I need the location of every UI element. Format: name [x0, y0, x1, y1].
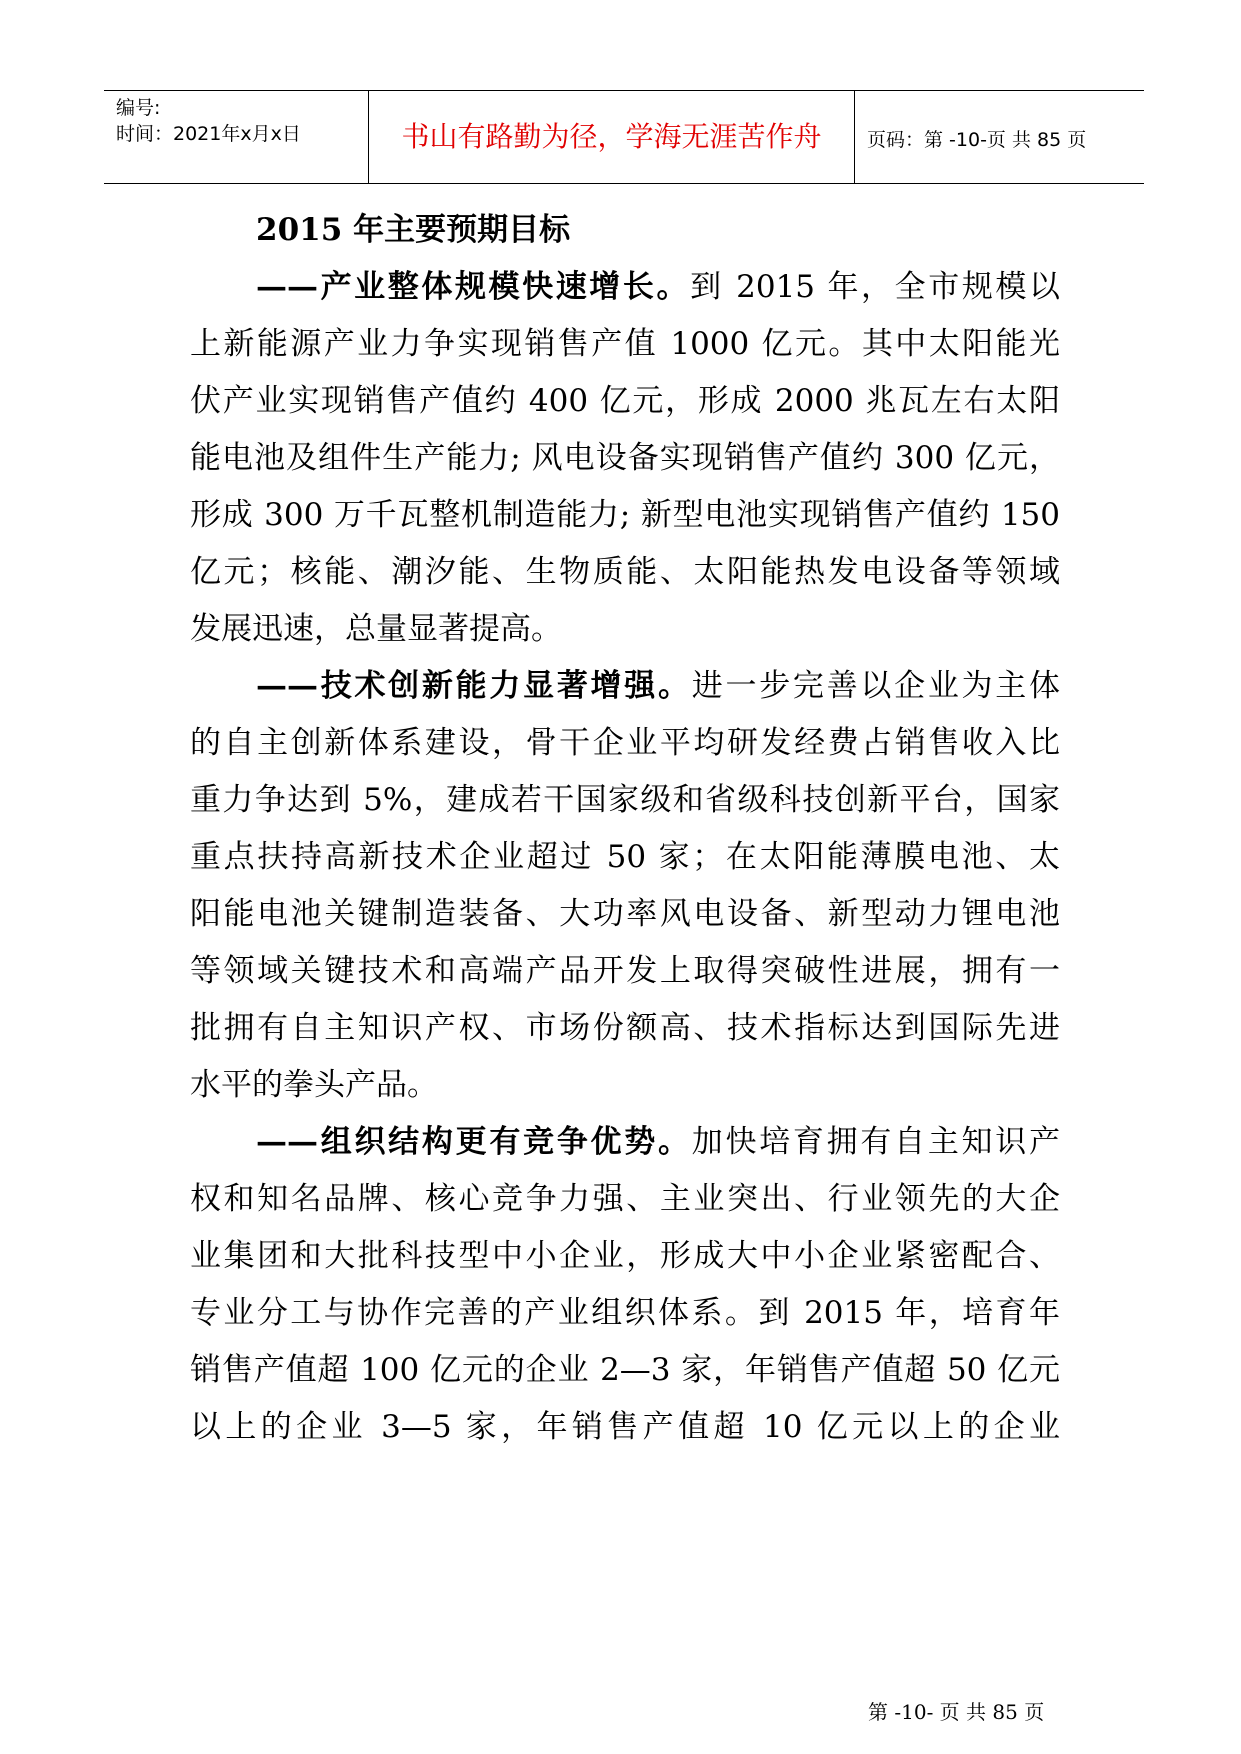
- page-header: [104, 90, 1144, 184]
- header-motto-cell: [368, 91, 855, 183]
- paragraph-line: 业集团和大批科技型中小企业，形成大中小企业紧密配合、: [190, 1238, 1060, 1274]
- paragraph-text: 到 2015 年，全市规模以: [690, 269, 1061, 305]
- paragraph-line: [256, 1122, 1060, 1162]
- section-title: 2015 年主要预期目标: [256, 212, 571, 248]
- paragraph-text: 加快培育拥有自主知识产: [691, 1124, 1061, 1160]
- paragraph-line: 销售产值超 100 亿元的企业 2—3 家，年销售产值超 50 亿元: [190, 1352, 1060, 1388]
- paragraph-line: 能电池及组件生产能力; 风电设备实现销售产值约 300 亿元，: [190, 440, 1060, 476]
- paragraph-line: 水平的拳头产品。: [190, 1067, 438, 1103]
- paragraph-line: 的自主创新体系建设，骨干企业平均研发经费占销售收入比: [190, 725, 1060, 761]
- paragraph-line: 发展迅速，总量显著提高。: [190, 611, 562, 647]
- serial-number-label: 编号:: [116, 97, 161, 119]
- paragraph-line: 上新能源产业力争实现销售产值 1000 亿元。其中太阳能光: [190, 326, 1060, 362]
- page-code: 页码：第 -10-页 共 85 页: [867, 129, 1087, 151]
- motto-text: 书山有路勤为径，学海无涯苦作舟: [401, 120, 822, 153]
- paragraph-line: 重点扶持高新技术企业超过 50 家；在太阳能薄膜电池、太: [190, 839, 1060, 875]
- paragraph-line: 形成 300 万千瓦整机制造能力; 新型电池实现销售产值约 150: [190, 497, 1060, 533]
- paragraph-lead: ——组织结构更有竞争优势。: [256, 1124, 692, 1160]
- paragraph-line: [256, 267, 1060, 307]
- paragraph-lead: ——产业整体规模快速增长。: [256, 269, 691, 305]
- paragraph-line: 以上的企业 3—5 家，年销售产值超 10 亿元以上的企业: [190, 1409, 1060, 1445]
- paragraph-text: 进一步完善以企业为主体: [691, 668, 1061, 704]
- paragraph-line: [256, 666, 1060, 706]
- header-page-cell: [855, 91, 1144, 183]
- paragraph-lead: ——技术创新能力显著增强。: [256, 668, 692, 704]
- paragraph-line: 阳能电池关键制造装备、大功率风电设备、新型动力锂电池: [190, 896, 1060, 932]
- paragraph-line: 批拥有自主知识产权、市场份额高、技术指标达到国际先进: [190, 1010, 1060, 1046]
- time-label: 时间：2021年x月x日: [116, 123, 301, 145]
- paragraph-line: 等领域关键技术和高端产品开发上取得突破性进展，拥有一: [190, 953, 1060, 989]
- paragraph-line: 权和知名品牌、核心竞争力强、主业突出、行业领先的大企: [190, 1181, 1060, 1217]
- paragraph-line: 重力争达到 5%，建成若干国家级和省级科技创新平台，国家: [190, 782, 1060, 818]
- page-footer: 第 -10- 页 共 85 页: [868, 1700, 1045, 1724]
- paragraph-line: 专业分工与协作完善的产业组织体系。到 2015 年，培育年: [190, 1295, 1060, 1331]
- paragraph-line: 伏产业实现销售产值约 400 亿元，形成 2000 兆瓦左右太阳: [190, 383, 1060, 419]
- header-info-cell: [104, 91, 368, 183]
- paragraph-line: 亿元；核能、潮汐能、生物质能、太阳能热发电设备等领域: [190, 554, 1060, 590]
